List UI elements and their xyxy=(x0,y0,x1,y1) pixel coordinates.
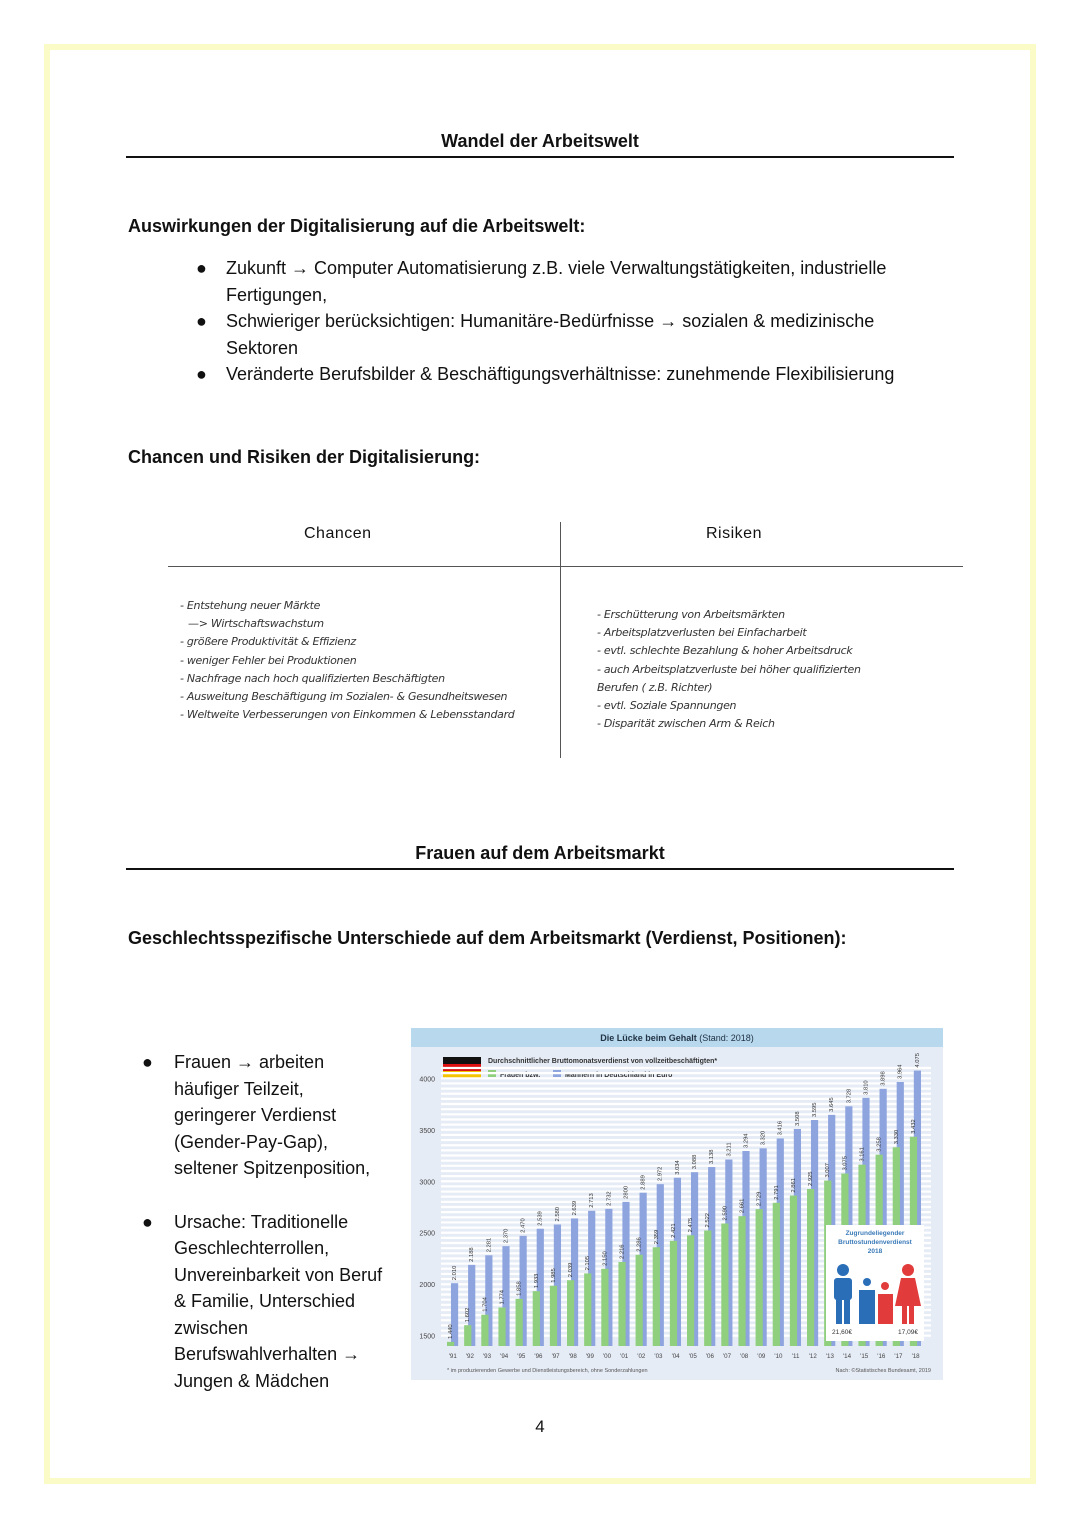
y-tick-label: 2500 xyxy=(419,1230,435,1238)
y-tick-label: 3000 xyxy=(419,1179,435,1187)
x-tick-label: '98 xyxy=(568,1353,577,1360)
x-tick-label: '03 xyxy=(654,1353,663,1360)
list-item: - Erschütterung von Arbeitsmärkten xyxy=(597,608,785,621)
data-label-women: 2.791 xyxy=(773,1185,780,1200)
bar-women xyxy=(773,1203,780,1346)
data-label-women: 2.861 xyxy=(790,1178,797,1193)
chart-title: Die Lücke beim Gehalt (Stand: 2018) xyxy=(600,1033,754,1043)
x-tick-label: '11 xyxy=(791,1353,800,1360)
chancen-list xyxy=(180,597,514,724)
bar-women xyxy=(721,1223,728,1346)
bar-women xyxy=(464,1325,471,1346)
data-label-men: 2.972 xyxy=(657,1166,664,1182)
bar-women xyxy=(601,1269,608,1346)
data-label-men: 3.211 xyxy=(726,1142,733,1157)
section-title-arbeitswelt: Wandel der Arbeitswelt xyxy=(441,131,639,151)
data-label-women: 1.858 xyxy=(516,1281,523,1296)
data-label-women: 2.661 xyxy=(739,1198,746,1214)
data-label-women: 2.590 xyxy=(722,1205,729,1221)
x-tick-label: '95 xyxy=(517,1353,526,1360)
x-tick-label: '91 xyxy=(448,1353,457,1360)
page-number: 4 xyxy=(535,1417,545,1436)
data-label-women: 2.216 xyxy=(619,1244,626,1259)
bar-women xyxy=(481,1315,488,1346)
data-label-men: 2.539 xyxy=(537,1211,544,1226)
risiken-header: Risiken xyxy=(706,525,762,542)
list-item: - evtl. Soziale Spannungen xyxy=(597,699,737,713)
inset-title: Zugrundeliegender xyxy=(845,1230,905,1237)
list-item: - evtl. schlechte Bezahlung & hoher Arbeitsdruck xyxy=(597,644,853,658)
data-label-men: 3.088 xyxy=(692,1154,698,1170)
data-label-women: 1.440 xyxy=(448,1324,455,1339)
list-item: - größere Produktivität & Effizienz xyxy=(180,635,356,649)
list-item: Berufen ( z.B. Richter) xyxy=(597,680,713,694)
auswirkungen-list xyxy=(196,255,946,388)
title-underline xyxy=(126,868,954,870)
x-tick-label: '16 xyxy=(877,1353,886,1360)
bar-women xyxy=(790,1196,797,1346)
x-tick-label: '07 xyxy=(723,1353,732,1360)
list-item: —> Wirtschaftswachstum xyxy=(188,617,324,631)
data-label-women: 1.985 xyxy=(550,1268,557,1283)
data-label-men: 3.294 xyxy=(743,1133,750,1148)
bullet-icon: ● xyxy=(142,1052,153,1072)
list-item: - Nachfrage nach hoch qualifizierten Beschäftigten xyxy=(180,671,445,685)
x-tick-label: '13 xyxy=(825,1353,834,1360)
data-label-women: 2.729 xyxy=(756,1191,763,1207)
y-tick-label: 4000 xyxy=(419,1076,435,1084)
data-label-women: 3.432 xyxy=(910,1119,917,1134)
x-tick-label: '01 xyxy=(620,1353,629,1360)
x-tick-label: '17 xyxy=(894,1353,903,1360)
title-underline xyxy=(126,156,954,158)
list-item: - Disparität zwischen Arm & Reich xyxy=(597,717,775,731)
x-tick-label: '94 xyxy=(500,1353,509,1360)
bar-women xyxy=(550,1286,557,1346)
heading-chancen-risiken: Chancen und Risiken der Digitalisierung: xyxy=(128,447,481,467)
list-item: - Arbeitsplatzverlusten bei Einfacharbeit xyxy=(597,626,807,640)
data-label-men: 2.188 xyxy=(469,1247,476,1262)
gender-pay-gap-chart xyxy=(411,1028,943,1380)
bar-women xyxy=(584,1273,591,1346)
x-tick-label: '14 xyxy=(843,1353,852,1360)
data-label-men: 3.416 xyxy=(777,1120,784,1136)
x-tick-label: '97 xyxy=(551,1353,560,1360)
list-item: - Weltweite Verbesserungen von Einkommen & Lebensstandard xyxy=(180,708,515,722)
data-label-men: 2.639 xyxy=(572,1200,578,1216)
heading-auswirkungen: Auswirkungen der Digitalisierung auf die Arbeitswelt: xyxy=(128,216,586,236)
x-tick-label: '10 xyxy=(774,1353,783,1360)
bar-women xyxy=(653,1247,660,1346)
data-label-men: 3.645 xyxy=(829,1097,836,1112)
table-divider-horizontal xyxy=(168,566,963,567)
data-label-men: 2.370 xyxy=(503,1228,510,1244)
bar-women xyxy=(498,1307,505,1346)
data-label-women: 2.522 xyxy=(705,1212,712,1228)
data-label-women: 2.925 xyxy=(808,1171,815,1186)
data-label-women: 3.258 xyxy=(876,1137,883,1152)
risiken-list xyxy=(597,606,861,733)
bar-women xyxy=(670,1241,677,1346)
y-tick-label: 3500 xyxy=(419,1127,435,1135)
bar-women xyxy=(636,1255,643,1346)
data-label-women: 3.007 xyxy=(825,1163,832,1178)
data-label-men: 2.889 xyxy=(640,1175,647,1190)
data-label-women: 2.475 xyxy=(688,1217,695,1233)
data-label-men: 2.732 xyxy=(606,1191,613,1206)
chart-footnote: * im produzierenden Gewerbe und Dienstleistungsbereich, ohne Sonderzahlungen xyxy=(447,1368,648,1374)
chart-source: Nach: ©Statistisches Bundesamt, 2019 xyxy=(835,1368,931,1374)
inset-men-value: 21,60€ xyxy=(832,1329,852,1336)
data-label-women: 2.039 xyxy=(568,1262,575,1278)
data-label-men: 2.713 xyxy=(589,1193,596,1208)
data-label-men: 3.898 xyxy=(880,1071,887,1086)
list-item: ● Zukunft → Computer Automatisierung z.B. viele Verwaltungstätigkeiten, industrielle Fertigungen, xyxy=(226,255,946,308)
bar-women xyxy=(738,1216,745,1346)
frauen-list xyxy=(142,1049,404,1394)
data-label-men: 2.470 xyxy=(520,1218,527,1233)
data-label-men: 4.075 xyxy=(914,1053,921,1068)
bar-women xyxy=(687,1235,694,1346)
data-label-women: 3.075 xyxy=(842,1156,849,1171)
data-label-women: 3.161 xyxy=(859,1147,866,1162)
data-label-men: 2.281 xyxy=(486,1237,493,1253)
y-tick-label: 2000 xyxy=(419,1282,435,1290)
data-label-men: 3.138 xyxy=(709,1149,716,1165)
list-item: ● Ursache: Traditionelle Geschlechterrollen, Unvereinbarkeit von Beruf & Familie, Unterschied zwischen Berufswahlverhalten → Jungen & Mädchen xyxy=(174,1209,404,1395)
bar-women xyxy=(704,1230,711,1346)
bar-women xyxy=(756,1209,763,1346)
data-label-men: 2800 xyxy=(623,1185,630,1199)
data-label-men: 3.034 xyxy=(674,1160,681,1175)
data-label-women: 1.774 xyxy=(499,1289,506,1305)
x-tick-label: '06 xyxy=(705,1353,714,1360)
x-tick-label: '08 xyxy=(740,1353,749,1360)
bar-women xyxy=(447,1342,454,1346)
data-label-men: 2.580 xyxy=(554,1206,561,1222)
bullet-icon: ● xyxy=(196,311,207,331)
bullet-icon: ● xyxy=(142,1211,153,1232)
bullet-icon: ● xyxy=(196,364,207,384)
inset-hourly-wage xyxy=(826,1225,924,1341)
x-tick-label: '04 xyxy=(671,1353,680,1360)
bar-women xyxy=(567,1280,574,1346)
x-tick-label: '92 xyxy=(465,1353,474,1360)
chart-subtitle: Durchschnittlicher Bruttomonatsverdienst von vollzeitbeschäftigten* xyxy=(488,1058,718,1065)
x-tick-label: '12 xyxy=(808,1353,817,1360)
data-label-women: 3.330 xyxy=(893,1129,900,1145)
inset-subtitle: Bruttostundenverdienst xyxy=(838,1239,912,1246)
data-label-men: 3.964 xyxy=(897,1064,904,1080)
x-tick-label: '09 xyxy=(757,1353,766,1360)
x-tick-label: '02 xyxy=(637,1353,646,1360)
heading-unterschiede: Geschlechtsspezifische Unterschiede auf dem Arbeitsmarkt (Verdienst, Positionen): xyxy=(128,928,847,948)
x-tick-label: '18 xyxy=(911,1353,920,1360)
bar-women xyxy=(807,1189,814,1346)
bar-women xyxy=(618,1262,625,1346)
list-item: - weniger Fehler bei Produktionen xyxy=(180,653,357,667)
data-label-men: 3.508 xyxy=(794,1111,801,1126)
data-label-men: 3.320 xyxy=(760,1130,767,1146)
legend-women: Frauen bzw. xyxy=(500,1072,541,1079)
data-label-women: 1.602 xyxy=(465,1307,472,1323)
data-label-women: 2.359 xyxy=(653,1229,660,1245)
y-tick-label: 1500 xyxy=(419,1333,435,1341)
data-label-women: 1.933 xyxy=(533,1273,540,1289)
list-item: - Entstehung neuer Märkte xyxy=(180,599,321,612)
x-tick-label: '93 xyxy=(483,1353,492,1360)
x-tick-label: '15 xyxy=(860,1353,869,1360)
data-label-women: 2.150 xyxy=(602,1251,609,1266)
x-tick-label: '99 xyxy=(585,1353,594,1360)
data-label-women: 2.421 xyxy=(670,1223,677,1238)
x-tick-label: '05 xyxy=(688,1353,697,1360)
data-label-men: 3.810 xyxy=(863,1080,870,1095)
data-label-men: 3.728 xyxy=(846,1088,853,1104)
bar-women xyxy=(516,1299,523,1346)
inset-women-value: 17,09€ xyxy=(898,1329,918,1336)
data-label-women: 2.105 xyxy=(585,1255,592,1271)
list-item: ● Veränderte Berufsbilder & Beschäftigungsverhältnisse: zunehmende Flexibilisierung xyxy=(226,361,946,388)
list-item: ● Schwieriger berücksichtigen: Humanitäre-Bedürfnisse → sozialen & medizinische Sektoren xyxy=(226,308,946,361)
list-item: ● Frauen → arbeiten häufiger Teilzeit, geringerer Verdienst (Gender-Pay-Gap), seltener Spitzenposition, xyxy=(174,1049,404,1182)
data-label-men: 3.595 xyxy=(812,1102,818,1117)
bullet-icon: ● xyxy=(196,258,207,278)
legend-men: Männern in Deutschland in Euro xyxy=(565,1072,673,1079)
list-item: - auch Arbeitsplatzverluste bei höher qualifizierten xyxy=(597,662,861,676)
data-label-men: 2.010 xyxy=(452,1265,458,1281)
table-divider-vertical xyxy=(560,522,561,758)
x-tick-label: '00 xyxy=(603,1353,612,1360)
x-tick-label: '96 xyxy=(534,1353,543,1360)
bar-women xyxy=(533,1291,540,1346)
data-label-women: 2.286 xyxy=(636,1237,643,1252)
list-item: - Ausweitung Beschäftigung im Sozialen- & Gesundheitswesen xyxy=(180,690,508,704)
data-label-women: 1.704 xyxy=(482,1297,489,1312)
chancen-header: Chancen xyxy=(304,525,372,542)
section-title-frauen: Frauen auf dem Arbeitsmarkt xyxy=(415,843,665,863)
inset-year: 2018 xyxy=(867,1248,883,1255)
